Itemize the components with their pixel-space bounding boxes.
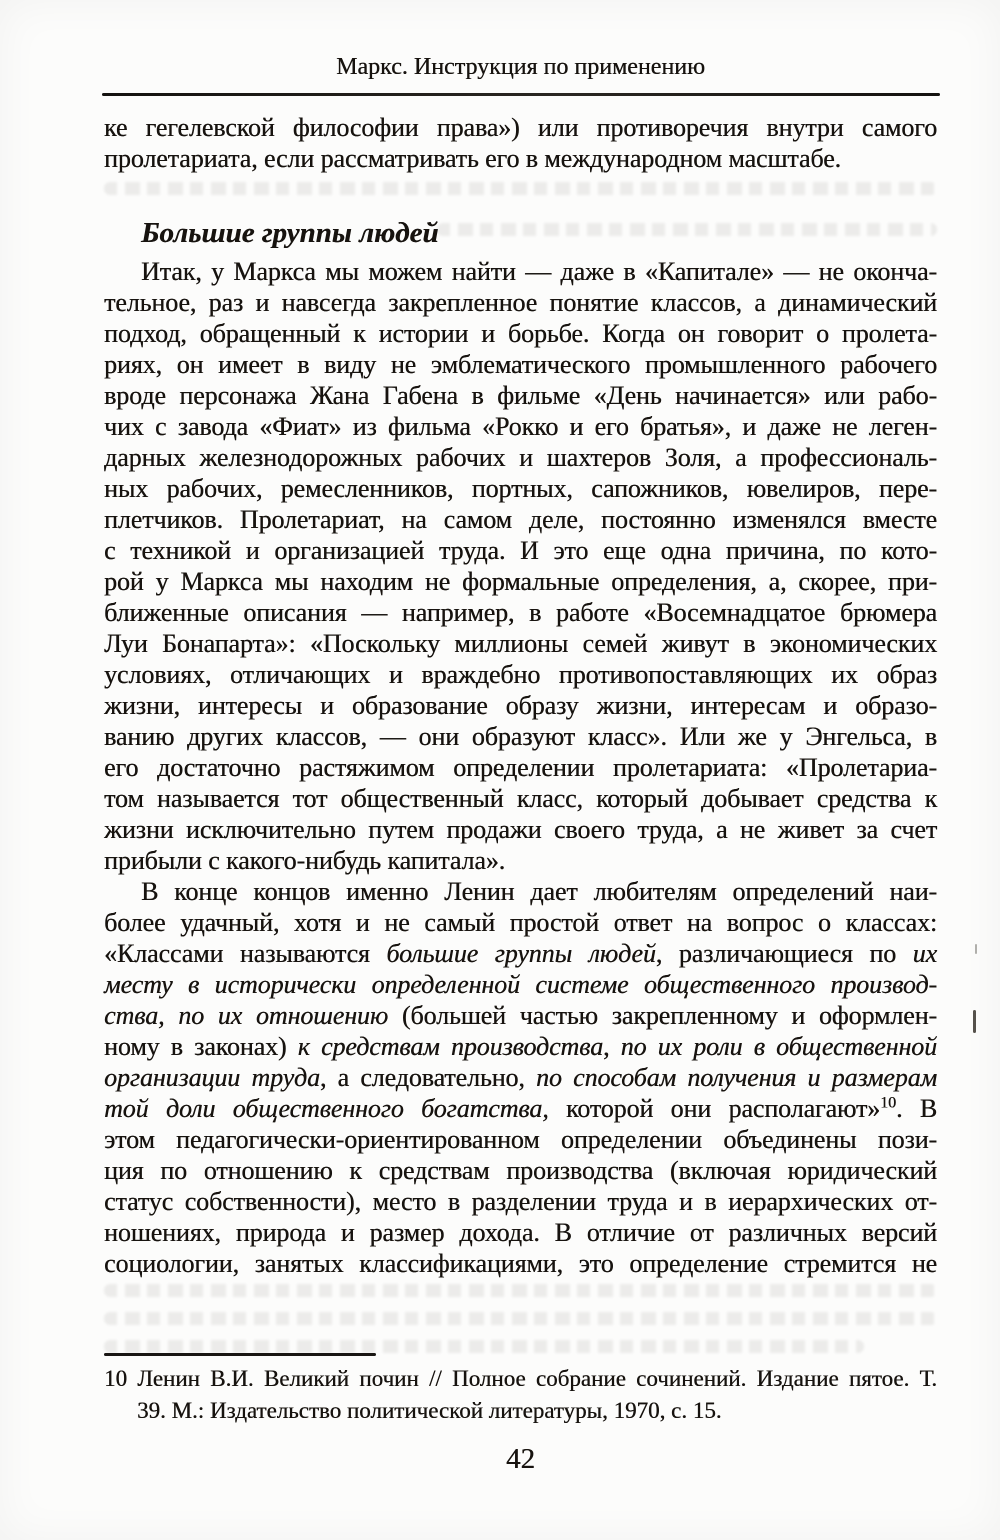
- show-through-artifact: [104, 1340, 864, 1353]
- show-through-artifact: [104, 1312, 937, 1325]
- text-line: с техникой и организацией труда. И это еще одна причина, по кото-: [104, 536, 937, 565]
- text-line: ства, по их отношению (большей частью закрепленному и оформлен-: [104, 1001, 937, 1030]
- header-divider: [102, 93, 940, 96]
- text-line: его достаточно растяжимом определении пролетариата: «Пролетариа-: [104, 753, 937, 782]
- text-line: месту в исторически определенной системе общественного производ-: [104, 970, 937, 999]
- text-line: дарных железнодорожных рабочих и шахтеров Золя, а профессиональ-: [104, 443, 937, 472]
- text-line: ция по отношению к средствам производства (включая юридический: [104, 1156, 937, 1185]
- text-line: прибыли с какого-нибудь капитала».: [104, 846, 506, 875]
- show-through-artifact: [104, 1284, 937, 1297]
- text-line: ному в законах) к средствам производства, по их роли в общественной: [104, 1032, 937, 1061]
- body-paragraph-lenin: [104, 876, 937, 1279]
- text-line: ванию других классов, — они образуют класс». Или же у Энгельса, в: [104, 722, 937, 751]
- text-line: ближенные описания — например, в работе «Восемнадцатое брюмера: [104, 598, 937, 627]
- text-line: условиях, отличающих и враждебно противопоставляющих их образ: [104, 660, 937, 689]
- page-number: 42: [506, 1443, 535, 1475]
- text-line: организации труда, а следовательно, по способам получения и размерам: [104, 1063, 937, 1092]
- text-line: В конце концов именно Ленин дает любителям определений наи-: [141, 877, 937, 906]
- text-line: вроде персонажа Жана Габена в фильме «День начинается» или рабо-: [104, 381, 937, 410]
- text-line: ношениях, природа и размер дохода. В отличие от различных версий: [104, 1218, 937, 1247]
- text-line: чих с завода «Фиат» из фильма «Рокко и его братья», и даже не леген-: [104, 412, 937, 441]
- section-heading: Большие группы людей: [141, 217, 439, 249]
- text-line: тельное, раз и навсегда закрепленное понятие классов, а динамический: [104, 288, 937, 317]
- text-line: плетчиков. Пролетариат, на самом деле, постоянно изменялся вместе: [104, 505, 937, 534]
- scan-artifact: [975, 944, 977, 954]
- text-line: рой у Маркса мы находим не формальные определения, а, скорее, при-: [104, 567, 937, 596]
- text-line: более удачный, хотя и не самый простой ответ на вопрос о классах:: [104, 908, 937, 937]
- text-line: Луи Бонапарта»: «Поскольку миллионы семей живут в экономических: [104, 629, 937, 658]
- continuation-paragraph: [104, 112, 937, 174]
- text-line: ных рабочих, ремесленников, портных, сапожников, ювелиров, пере-: [104, 474, 937, 503]
- text-line: риях, он имеет в виду не эмблематического промышленного рабочего: [104, 350, 937, 379]
- text-line: жизни, интересы и образование образу жизни, интересам и образо-: [104, 691, 937, 720]
- text-line: этом педагогически-ориентированном определении объединены пози-: [104, 1125, 937, 1154]
- footnote-divider: [104, 1353, 376, 1356]
- text-line: жизни исключительно путем продажи своего труда, а не живет за счет: [104, 815, 937, 844]
- text-line: том называется тот общественный класс, который добывает средства к: [104, 784, 937, 813]
- show-through-artifact: [104, 182, 937, 195]
- text-line: ке гегелевской философии права») или противоречия внутри самого: [104, 113, 937, 142]
- body-paragraph-marx: [104, 256, 937, 876]
- text-line: 39. М.: Издательство политической литературы, 1970, с. 15.: [137, 1398, 722, 1423]
- text-line: статус собственности), место в разделении труда и в иерархических от-: [104, 1187, 937, 1216]
- footnote: [104, 1363, 937, 1427]
- text-line: Итак, у Маркса мы можем найти — даже в «Капитале» — не оконча-: [141, 257, 937, 286]
- text-line: пролетариата, если рассматривать его в международном масштабе.: [104, 144, 841, 173]
- scan-artifact: [973, 1010, 976, 1033]
- text-line: подход, обращенный к истории и борьбе. Когда он говорит о пролета-: [104, 319, 937, 348]
- text-line: 10 Ленин В.И. Великий почин // Полное собрание сочинений. Издание пятое. Т.: [104, 1366, 937, 1391]
- text-line: той доли общественного богатства, которой они располагают»$^{10}$. В: [104, 1094, 938, 1123]
- text-line: «Классами называются большие группы людей, различающиеся по их: [104, 939, 937, 968]
- text-line: социологии, занятых классификациями, это определение стремится не: [104, 1249, 937, 1278]
- running-header: Маркс. Инструкция по применению: [336, 54, 705, 80]
